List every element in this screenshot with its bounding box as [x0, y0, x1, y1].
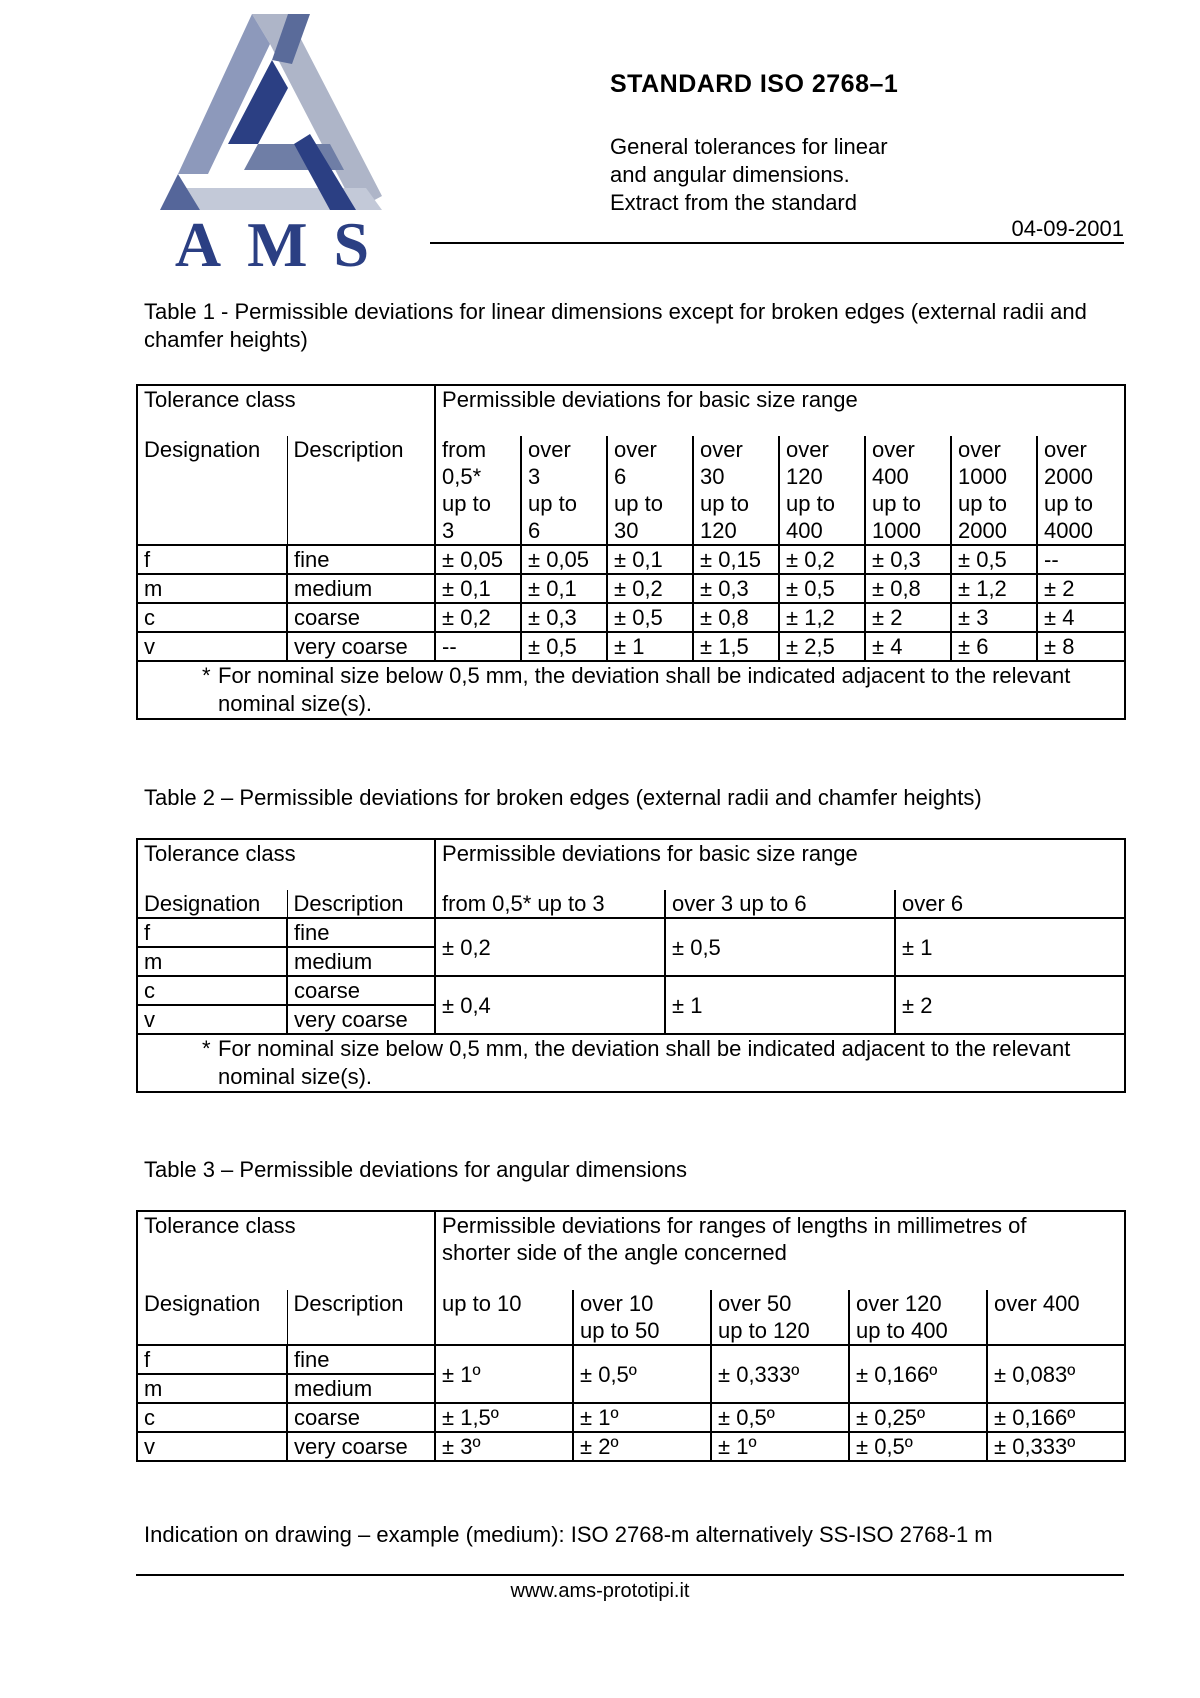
range-line: up to 10	[442, 1291, 522, 1316]
range-line: up to 50	[580, 1318, 660, 1343]
range-line: 3	[442, 518, 455, 543]
designation-cell: c	[137, 1403, 287, 1432]
range-line: over	[958, 437, 1001, 462]
value-cell: ± 2	[1037, 574, 1125, 603]
description-cell: medium	[287, 947, 435, 976]
tolerance-class-header: Tolerance class	[137, 839, 435, 890]
value-cell: ± 0,1	[435, 574, 521, 603]
value-cell: ± 6	[951, 632, 1037, 661]
value-cell: ± 0,2	[435, 603, 521, 632]
deviation-group-header: Permissible deviations for basic size range	[435, 839, 1125, 890]
table-row	[137, 545, 1125, 574]
description-cell: fine	[287, 545, 435, 574]
value-cell: ± 0,05	[521, 545, 607, 574]
value-cell: ± 0,3	[521, 603, 607, 632]
subtitle-line: and angular dimensions.	[610, 162, 850, 187]
value-cell: ± 0,1	[521, 574, 607, 603]
value-cell: ± 2º	[573, 1432, 711, 1461]
range-header	[987, 1290, 1125, 1345]
range-line: 0,5*	[442, 464, 482, 489]
range-header	[951, 436, 1037, 545]
table-row	[137, 918, 1125, 947]
range-line: 30	[700, 464, 725, 489]
value-cell: ± 0,2	[435, 918, 665, 976]
range-header	[521, 436, 607, 545]
designation-cell: m	[137, 947, 287, 976]
ams-logo	[160, 14, 410, 274]
designation-cell: v	[137, 632, 287, 661]
footnote	[137, 1034, 1125, 1092]
value-cell: ± 0,5	[951, 545, 1037, 574]
range-line: 120	[700, 518, 737, 543]
tolerance-class-header: Tolerance class	[137, 1211, 435, 1290]
range-line: from	[442, 437, 487, 462]
value-cell: ± 0,5	[779, 574, 865, 603]
table-row	[137, 574, 1125, 603]
deviation-header-line: shorter side of the angle concerned	[442, 1240, 787, 1265]
range-header	[849, 1290, 987, 1345]
description-cell: coarse	[287, 976, 435, 1005]
range-line: 6	[614, 464, 627, 489]
drawing-indication-note: Indication on drawing – example (medium): ISO 2768-m alternatively SS-ISO 2768-1 m	[144, 1522, 993, 1547]
range-line: over	[528, 437, 571, 462]
table1-caption: Table 1 - Permissible deviations for linear dimensions except for broken edges (external radii and chamfer heights)	[144, 299, 1087, 352]
table3	[136, 1210, 1126, 1462]
range-line: 400	[872, 464, 909, 489]
value-cell: ± 1,5	[693, 632, 779, 661]
value-cell: ± 2,5	[779, 632, 865, 661]
value-cell: ± 4	[1037, 603, 1125, 632]
range-line: over 400	[994, 1291, 1080, 1316]
document-date: 04-09-2001	[1011, 216, 1124, 241]
range-line: up to	[442, 491, 491, 516]
range-line: 6	[528, 518, 541, 543]
value-cell: ± 0,5º	[711, 1403, 849, 1432]
header-divider	[430, 242, 1124, 244]
designation-cell: c	[137, 976, 287, 1005]
subtitle	[610, 133, 888, 217]
value-cell: ± 3º	[435, 1432, 573, 1461]
table-row	[137, 1403, 1125, 1432]
designation-header: Designation	[137, 1290, 287, 1345]
tolerance-class-header: Tolerance class	[137, 385, 435, 436]
value-cell: ± 0,15	[693, 545, 779, 574]
footnote-text: For nominal size below 0,5 mm, the deviation shall be indicated adjacent to the relevant nominal size(s).	[218, 663, 1071, 716]
value-cell: ± 3	[951, 603, 1037, 632]
table-row	[137, 976, 1125, 1005]
value-cell: ± 1,2	[951, 574, 1037, 603]
range-line: up to	[614, 491, 663, 516]
designation-cell: f	[137, 1345, 287, 1374]
range-header	[435, 1290, 573, 1345]
deviation-group-header	[435, 1211, 1125, 1290]
designation-cell: v	[137, 1432, 287, 1461]
range-line: 4000	[1044, 518, 1093, 543]
range-line: over	[872, 437, 915, 462]
value-cell: ± 0,166º	[987, 1403, 1125, 1432]
designation-cell: m	[137, 1374, 287, 1403]
description-cell: very coarse	[287, 1432, 435, 1461]
range-header	[607, 436, 693, 545]
designation-cell: f	[137, 918, 287, 947]
value-cell: ± 8	[1037, 632, 1125, 661]
range-line: up to	[700, 491, 749, 516]
value-cell: ± 0,2	[779, 545, 865, 574]
deviation-group-header: Permissible deviations for basic size range	[435, 385, 1125, 436]
range-line: over	[1044, 437, 1087, 462]
description-cell: medium	[287, 574, 435, 603]
range-line: 120	[786, 464, 823, 489]
value-cell: ± 0,1	[607, 545, 693, 574]
designation-header: Designation	[137, 436, 287, 545]
range-line: over 50	[718, 1291, 792, 1316]
table-row	[137, 632, 1125, 661]
range-line: 2000	[958, 518, 1007, 543]
range-line: up to	[958, 491, 1007, 516]
page-title: STANDARD ISO 2768–1	[610, 70, 899, 98]
range-line: over 120	[856, 1291, 942, 1316]
range-line: over	[700, 437, 743, 462]
value-cell: ± 2	[865, 603, 951, 632]
value-cell: ± 0,8	[865, 574, 951, 603]
range-line	[442, 1317, 566, 1344]
designation-cell: c	[137, 603, 287, 632]
description-header: Description	[287, 890, 435, 918]
value-cell: ± 0,8	[693, 603, 779, 632]
subtitle-line: General tolerances for linear	[610, 134, 888, 159]
triangle-logo-icon	[160, 14, 382, 210]
value-cell: ± 1	[665, 976, 895, 1034]
value-cell: ± 0,2	[607, 574, 693, 603]
range-line: 30	[614, 518, 639, 543]
range-header	[865, 436, 951, 545]
footer-url: www.ams-prototipi.it	[510, 1580, 690, 1602]
range-line: up to	[528, 491, 577, 516]
value-cell: ± 0,4	[435, 976, 665, 1034]
table1	[136, 384, 1126, 720]
value-cell: ± 0,05	[435, 545, 521, 574]
value-cell: ± 0,5	[665, 918, 895, 976]
value-cell: ± 1	[895, 918, 1125, 976]
table3-caption: Table 3 – Permissible deviations for angular dimensions	[144, 1157, 687, 1182]
range-header: from 0,5* up to 3	[435, 890, 665, 918]
footnote-star: *	[202, 1036, 211, 1061]
footnote	[137, 661, 1125, 719]
value-cell: ± 0,083º	[987, 1345, 1125, 1403]
designation-cell: m	[137, 574, 287, 603]
description-cell: coarse	[287, 603, 435, 632]
description-cell: very coarse	[287, 632, 435, 661]
range-line: over	[786, 437, 829, 462]
description-cell: medium	[287, 1374, 435, 1403]
range-line: 400	[786, 518, 823, 543]
value-cell: ± 0,5º	[849, 1432, 987, 1461]
range-line: 1000	[958, 464, 1007, 489]
table-row	[137, 603, 1125, 632]
table2	[136, 838, 1126, 1093]
value-cell: ± 0,5º	[573, 1345, 711, 1403]
table-row	[137, 1432, 1125, 1461]
value-cell: ± 1º	[435, 1345, 573, 1403]
logo-text: AMS	[174, 209, 396, 274]
value-cell: --	[1037, 545, 1125, 574]
range-header	[693, 436, 779, 545]
value-cell: --	[435, 632, 521, 661]
value-cell: ± 4	[865, 632, 951, 661]
table-row	[137, 1345, 1125, 1374]
range-header	[435, 436, 521, 545]
value-cell: ± 0,333º	[987, 1432, 1125, 1461]
table2-caption: Table 2 – Permissible deviations for broken edges (external radii and chamfer heights)	[144, 785, 982, 810]
range-header	[711, 1290, 849, 1345]
value-cell: ± 0,3	[865, 545, 951, 574]
description-cell: very coarse	[287, 1005, 435, 1034]
designation-cell: f	[137, 545, 287, 574]
range-line: 2000	[1044, 464, 1093, 489]
description-cell: fine	[287, 918, 435, 947]
range-line: up to 120	[718, 1318, 810, 1343]
value-cell: ± 0,25º	[849, 1403, 987, 1432]
subtitle-line: Extract from the standard	[610, 190, 857, 215]
range-header	[573, 1290, 711, 1345]
description-cell: coarse	[287, 1403, 435, 1432]
range-header	[779, 436, 865, 545]
range-line: up to	[786, 491, 835, 516]
range-line: over 10	[580, 1291, 654, 1316]
designation-header: Designation	[137, 890, 287, 918]
range-line: 1000	[872, 518, 921, 543]
value-cell: ± 1,5º	[435, 1403, 573, 1432]
description-header: Description	[287, 436, 435, 545]
description-cell: fine	[287, 1345, 435, 1374]
range-line: up to 400	[856, 1318, 948, 1343]
value-cell: ± 1,2	[779, 603, 865, 632]
range-line: over	[614, 437, 657, 462]
value-cell: ± 1º	[573, 1403, 711, 1432]
value-cell: ± 0,166º	[849, 1345, 987, 1403]
range-header: over 6	[895, 890, 1125, 918]
value-cell: ± 0,5	[607, 603, 693, 632]
footer-divider	[136, 1574, 1124, 1576]
deviation-header-line: Permissible deviations for ranges of lengths in millimetres of	[442, 1213, 1027, 1238]
designation-cell: v	[137, 1005, 287, 1034]
value-cell: ± 0,3	[693, 574, 779, 603]
value-cell: ± 2	[895, 976, 1125, 1034]
range-header: over 3 up to 6	[665, 890, 895, 918]
range-line: up to	[1044, 491, 1093, 516]
value-cell: ± 1	[607, 632, 693, 661]
description-header: Description	[287, 1290, 435, 1345]
footnote-text: For nominal size below 0,5 mm, the deviation shall be indicated adjacent to the relevant nominal size(s).	[218, 1036, 1071, 1089]
range-line: 3	[528, 464, 541, 489]
footnote-star: *	[202, 663, 211, 688]
range-line: up to	[872, 491, 921, 516]
value-cell: ± 0,5	[521, 632, 607, 661]
value-cell: ± 1º	[711, 1432, 849, 1461]
value-cell: ± 0,333º	[711, 1345, 849, 1403]
range-header	[1037, 436, 1125, 545]
